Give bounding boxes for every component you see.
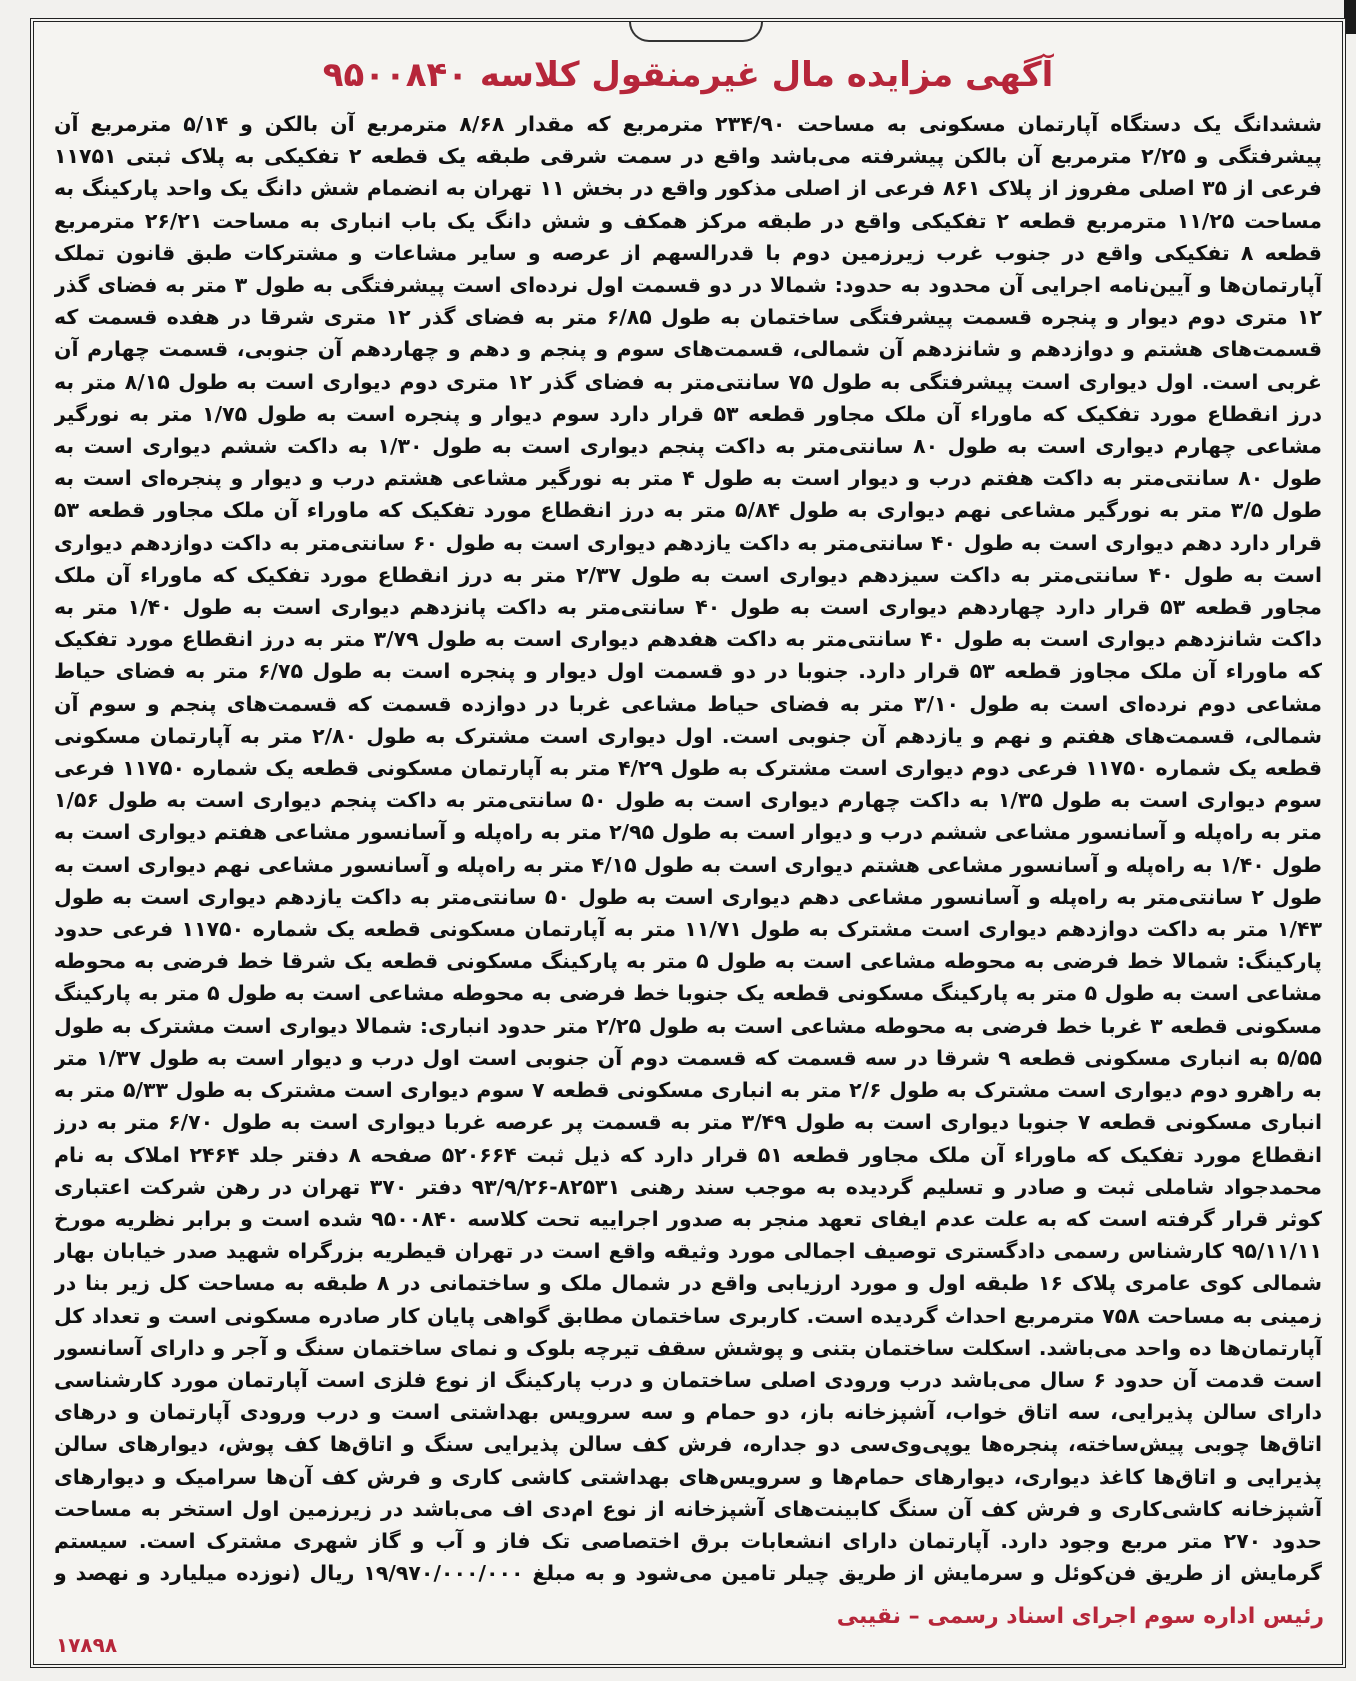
notice-frame — [30, 18, 1346, 1668]
notice-body: ششدانگ یک دستگاه آپارتمان مسکونی به مساحت ۲۳۴/۹۰ مترمربع که مقدار ۸/۶۸ مترمربع آن بالکن و ۵/۱۴ مترمربع آن پیشرفتگی و ۲/۲۵ مترمربع آن بالکن پیشرفته می‌باشد واقع در سمت شرقی طبقه یک قطعه ۲ تفکیکی به پلاک ثبتی ۱۱۷۵۱ فرعی از ۳۵ اصلی مفروز از پلاک ۸۶۱ فرعی از اصلی مذکور واقع در بخش ۱۱ تهران به انضمام شش دانگ یک واحد پارکینگ به مساحت ۱۱/۲۵ مترمربع قطعه ۲ تفکیکی واقع در طبقه مرکز همکف و شش دانگ یک باب انباری به مساحت ۲۶/۲۱ مترمربع قطعه ۸ تفکیکی واقع در جنوب غرب زیرزمین دوم با قدرالسهم از عرصه و سایر مشاعات و مشترکات طبق قانون تملک آپارتمان‌ها و آیین‌نامه اجرایی آن محدود به حدود: شمالا در دو قسمت اول نرده‌ای است پیشرفتگی به طول ۳ متر به فضای گذر ۱۲ متری دوم دیوار و پنجره قسمت پیشرفتگی ساختمان به طول ۶/۸۵ متر به فضای گذر ۱۲ متری شرقا در هفده قسمت که قسمت‌های هشتم و دوازدهم و شانزدهم آن شمالی، قسمت‌های سوم و پنجم و دهم و چهاردهم آن جنوبی، قسمت چهارم آن غربی است. اول دیواری است پیشرفتگی به طول ۷۵ سانتی‌متر به فضای گذر ۱۲ متری دوم دیواری است به طول ۸/۱۵ متر به درز انقطاع مورد تفکیک که ماوراء آن ملک مجاور قطعه ۵۳ قرار دارد سوم دیوار و پنجره است به طول ۱/۷۵ متر به نورگیر مشاعی چهارم دیواری است به طول ۸۰ سانتی‌متر به داکت پنجم دیواری است به طول ۱/۳۰ به داکت ششم دیواری است به طول ۸۰ سانتی‌متر به داکت هفتم درب و دیوار است به طول ۴ متر به نورگیر مشاعی هشتم درب و دیوار و پنجره‌ای است به طول ۳/۵ متر به نورگیر مشاعی نهم دیواری به طول ۵/۸۴ متر به درز انقطاع مورد تفکیک که ماوراء آن ملک مجاور قطعه ۵۳ قرار دارد دهم دیواری است به طول ۴۰ سانتی‌متر به داکت یازدهم دیواری است به طول ۶۰ سانتی‌متر به داکت دوازدهم دیواری است به طول ۴۰ سانتی‌متر به داکت سیزدهم دیواری است به طول ۲/۳۷ متر به درز انقطاع مورد تفکیک که ماوراء آن ملک مجاور قطعه ۵۳ قرار دارد چهاردهم دیواری است به طول ۴۰ سانتی‌متر به داکت پانزدهم دیواری است به طول ۱/۴۰ متر به داکت شانزدهم دیواری است به طول ۴۰ سانتی‌متر به داکت هفدهم دیواری است به طول ۳/۷۹ متر به درز انقطاع مورد تفکیک که ماوراء آن ملک مجاوز قطعه ۵۳ قرار دارد. جنوبا در دو قسمت اول دیوار و پنجره است به طول ۶/۷۵ متر به فضای حیاط مشاعی دوم نرده‌ای است به طول ۳/۱۰ متر به فضای حیاط مشاعی غربا در دوازده قسمت که قسمت‌های پنجم و سوم آن شمالی، قسمت‌های هفتم و نهم و یازدهم آن جنوبی است. اول دیواری است مشترک به طول ۲/۸۰ متر به آپارتمان مسکونی قطعه یک شماره ۱۱۷۵۰ فرعی دوم دیواری است مشترک به طول ۴/۲۹ متر به آپارتمان مسکونی قطعه یک شماره ۱۱۷۵۰ فرعی سوم دیواری است به طول ۱/۳۵ به داکت چهارم دیواری است به طول ۵۰ سانتی‌متر به داکت پنجم دیواری است به طول ۱/۵۶ متر به راه‌پله و آسانسور مشاعی ششم درب و دیوار است به طول ۲/۹۵ متر به راه‌پله و آسانسور مشاعی هفتم دیواری است به طول ۱/۴۰ به راه‌پله و آسانسور مشاعی هشتم دیواری است به طول ۴/۱۵ متر به راه‌پله و آسانسور مشاعی نهم دیواری است به طول ۲ سانتی‌متر به راه‌پله و آسانسور مشاعی دهم دیواری است به طول ۵۰ سانتی‌متر به داکت یازدهم دیواری است به طول ۱/۴۳ متر به داکت دوازدهم دیواری است مشترک به طول ۱۱/۷۱ متر به آپارتمان مسکونی قطعه یک شماره ۱۱۷۵۰ فرعی حدود پارکینگ: شمالا خط فرضی به محوطه مشاعی است به طول ۵ متر به پارکینگ مسکونی قطعه یک شرقا خط فرضی به محوطه مشاعی است به طول ۵ متر به پارکینگ مسکونی قطعه یک جنوبا خط فرضی به محوطه مشاعی است به طول ۵ متر به پارکینگ مسکونی قطعه ۳ غربا خط فرضی به محوطه مشاعی است به طول ۲/۲۵ متر حدود انباری: شمالا دیواری است مشترک به طول ۵/۵۵ به انباری مسکونی قطعه ۹ شرقا در سه قسمت که قسمت دوم آن جنوبی است اول درب و دیوار است به طول ۱/۳۷ متر به راهرو دوم دیواری است مشترک به طول ۲/۶ متر به انباری مسکونی قطعه ۷ سوم دیواری است مشترک به طول ۵/۳۳ متر به انباری مسکونی قطعه ۷ جنوبا دیواری است به طول ۳/۴۹ متر به قسمت پر عرصه غربا دیواری است به طول ۶/۷۰ متر به درز انقطاع مورد تفکیک که ماوراء آن ملک مجاور قطعه ۵۱ قرار دارد که ذیل ثبت ۵۲۰۶۶۴ صفحه ۸ دفتر جلد ۲۴۶۴ املاک به نام محمدجواد شاملی ثبت و صادر و تسلیم گردیده به موجب سند رهنی ۸۲۵۳۱-۹۳/۹/۲۶ دفتر ۳۷۰ تهران در رهن شرکت اعتباری کوثر قرار گرفته است که به علت عدم ایفای تعهد منجر به صدور اجراییه تحت کلاسه ۹۵۰۰۸۴۰ شده است و برابر نظریه مورخ ۹۵/۱۱/۱۱ کارشناس رسمی دادگستری توصیف اجمالی مورد وثیقه واقع است در تهران قیطریه بزرگراه شهید صدر خیابان بهار شمالی کوی عامری پلاک ۱۶ طبقه اول و مورد ارزیابی واقع در شمال ملک و ساختمانی در ۸ طبقه به مساحت کل زیر بنا در زمینی به مساحت ۷۵۸ مترمربع احداث گردیده است. کاربری ساختمان مطابق گواهی پایان کار صادره مسکونی است و تعداد کل آپارتمان‌ها ده واحد می‌باشد. اسکلت ساختمان بتنی و پوشش سقف تیرچه بلوک و نمای ساختمان سنگ و آجر و دارای آسانسور است قدمت آن حدود ۶ سال می‌باشد درب ورودی اصلی ساختمان و درب پارکینگ از نوع فلزی است آپارتمان مورد کارشناسی دارای سالن پذیرایی، سه اتاق خواب، آشپزخانه باز، دو حمام و سه سرویس بهداشتی است و درب ورودی آپارتمان و درهای اتاق‌ها چوبی پیش‌ساخته، پنجره‌ها یوپی‌وی‌سی دو جداره، فرش کف سالن پذیرایی سنگ و اتاق‌ها کف پوش، دیوارهای سالن پذیرایی و اتاق‌ها کاغذ دیواری، دیوارهای حمام‌ها و سرویس‌های بهداشتی کاشی کاری و فرش کف آن‌ها سرامیک و دیوارهای آشپزخانه کاشی‌کاری و فرش کف آن سنگ کابینت‌های آشپزخانه از نوع ام‌دی اف می‌باشد در زیرزمین اول استخر به مساحت حدود ۲۷۰ متر مربع وجود دارد. آپارتمان دارای انشعابات برق اختصاصی تک فاز و آب و گاز شهری مشترک است. سیستم گرمایش از طریق فن‌کوئل و سرمایش از طریق چیلر تامین می‌شود و به مبلغ ۱۹/۹۷۰/۰۰۰/۰۰۰ ریال (نوزده میلیارد و نهصد و — [54, 112, 1322, 1586]
notice-signature: رئیس اداره سوم اجرای اسناد رسمی – نقیبی — [836, 1604, 1324, 1629]
notice-title: آگهی مزایده مال غیرمنقول کلاسه ۹۵۰۰۸۴۰ — [322, 55, 1054, 95]
frame-top-ornament — [629, 22, 763, 42]
ad-number: ۱۷۸۹۸ — [56, 1633, 118, 1657]
